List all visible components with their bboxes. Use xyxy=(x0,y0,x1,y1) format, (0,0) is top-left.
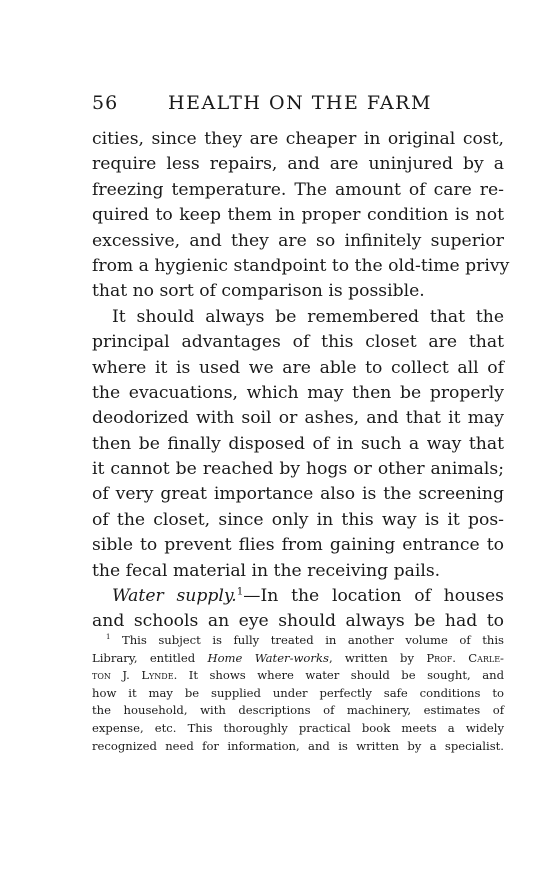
footnote-line xyxy=(92,650,504,668)
text-line: sible to prevent flies from gaining entrance to xyxy=(92,535,504,556)
water-supply-text: —In the location of houses xyxy=(243,586,504,607)
body-text xyxy=(92,127,510,635)
footnote-text: , written by xyxy=(328,650,427,665)
running-header xyxy=(92,92,512,116)
footnote-text: . It shows where water should be sought, and xyxy=(173,668,504,683)
footnote-line: expense, etc. This thoroughly practical book meets a widely xyxy=(92,720,504,735)
text-line: of the closet, since only in this way is it pos- xyxy=(92,509,504,530)
text-line: It should always be remembered that the xyxy=(112,306,504,327)
text-line: the evacuations, which may then be properly xyxy=(92,382,504,403)
footnote-text: This subject is fully treated in another volume of this xyxy=(121,633,504,647)
text-line: freezing temperature. The amount of care re- xyxy=(92,179,504,200)
running-title: HEALTH ON THE FARM xyxy=(168,92,432,114)
book-title: Home Water-works xyxy=(207,650,329,665)
footnote-ref: 1 xyxy=(236,585,244,598)
text-line: then be finally disposed of in such a way that xyxy=(92,433,504,454)
footnote-marker: 1 xyxy=(106,633,111,642)
text-line: from a hygienic standpoint to the old-time privy xyxy=(92,255,510,276)
footnote xyxy=(92,632,504,755)
footnote-line: the household, with descriptions of machinery, estimates of xyxy=(92,703,504,718)
text-line: the fecal material in the receiving pails. xyxy=(92,560,441,581)
footnote-line: how it may be supplied under perfectly safe conditions to xyxy=(92,685,504,700)
author-name: Prof. Carle- xyxy=(426,650,504,665)
text-line: deodorized with soil or ashes, and that it may xyxy=(92,408,504,429)
text-line: that no sort of comparison is possible. xyxy=(92,281,425,302)
text-line: of very great importance also is the screening xyxy=(92,484,504,505)
text-line: and schools an eye should always be had to xyxy=(92,611,504,632)
author-name: ton J. Lynde xyxy=(92,668,174,683)
text-line: it cannot be reached by hogs or other animals; xyxy=(92,459,504,480)
water-supply-heading: Water supply. xyxy=(112,586,237,607)
footnote-text: Library, entitled xyxy=(92,650,208,665)
footnote-line: recognized need for information, and is written by a specialist. xyxy=(92,738,504,753)
text-line: where it is used we are able to collect all of xyxy=(92,357,504,378)
text-line: excessive, and they are so infinitely superior xyxy=(92,230,504,251)
page-number: 56 xyxy=(92,92,119,114)
footnote-line xyxy=(92,667,504,685)
text-line: require less repairs, and are uninjured by a xyxy=(92,154,504,175)
text-line: cities, since they are cheaper in original cost, xyxy=(92,129,504,149)
water-supply-line xyxy=(92,584,504,609)
footnote-line xyxy=(92,632,504,650)
text-line: quired to keep them in proper condition is not xyxy=(92,205,504,226)
text-line: principal advantages of this closet are that xyxy=(92,332,504,353)
